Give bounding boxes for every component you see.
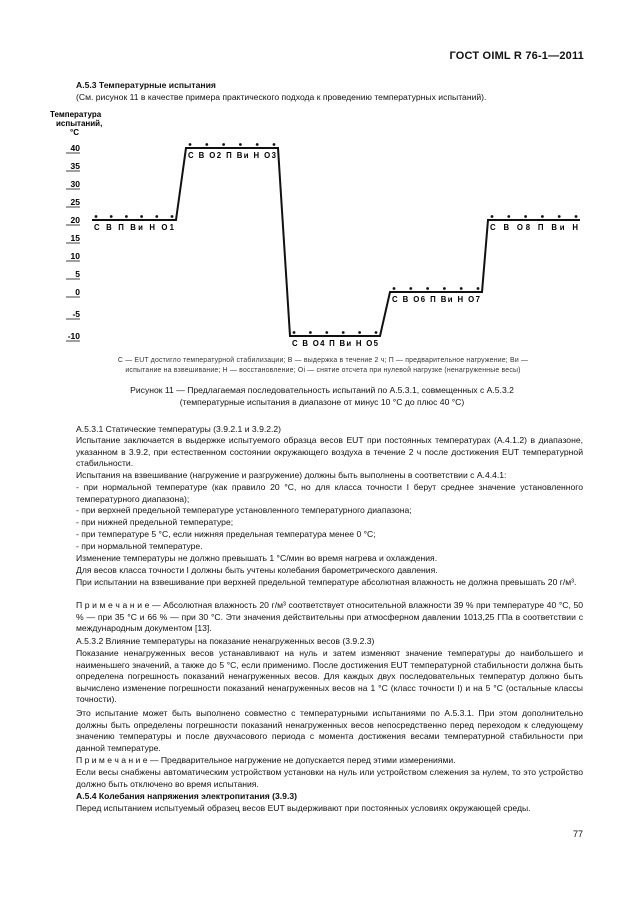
phase-label: С В О2 П Ви Н О3: [188, 151, 276, 160]
para-17: Если весы снабжены автоматическим устройством установки на нуль или устройством слежения за нулем, то это устройство должно быть отключено во время испытания.: [76, 767, 583, 789]
phase-marker-dot: [239, 143, 242, 146]
phase-marker-dot: [393, 287, 396, 290]
para-a532: А.5.3.2 Влияние температуры на показание ненагруженных весов (3.9.2.3): [76, 636, 375, 646]
phase-label: С В О8 П Ви Н: [490, 223, 578, 232]
document-header: ГОСТ OIML R 76-1—2011: [449, 50, 584, 62]
figure-legend-line2: испытание на взвешивание; Н — восстановление; Oi — снятие отсчета при нулевой нагрузке (ненагруженные весы): [125, 367, 521, 374]
y-tick-label: -5: [72, 309, 80, 319]
y-tick-label: 35: [70, 161, 80, 171]
intro-text: (См. рисунок 11 в качестве примера практического подхода к проведению температурных испытаний).: [76, 92, 487, 102]
para-3: Испытания на взвешивание (нагружение и разгружение) должны быть выполнены в соответствии с А.4.4.1:: [76, 470, 507, 480]
y-tick-label: 15: [70, 233, 80, 243]
phase-marker-dot: [325, 331, 328, 334]
para-11: При испытании на взвешивание при верхней предельной температуре абсолютная влажность не должна превышать 20 г/м³.: [76, 577, 577, 587]
y-tick-label: 30: [70, 179, 80, 189]
para-19: Перед испытанием испытуемый образец весов EUT выдерживают при постоянных условиях окружающей среды.: [76, 803, 531, 813]
phase-marker-dot: [443, 287, 446, 290]
phase-marker-dot: [189, 143, 192, 146]
temperature-series-line: [92, 148, 580, 336]
phase-label: С В О4 П Ви Н О5: [292, 339, 378, 348]
phase-marker-dot: [358, 331, 361, 334]
phase-marker-dot: [375, 331, 378, 334]
phase-marker-dot: [342, 331, 345, 334]
phase-marker-dot: [155, 215, 158, 218]
y-axis-label-2: испытаний,: [56, 119, 103, 128]
para-6: - при нижней предельной температуре;: [76, 517, 234, 527]
phase-marker-dot: [205, 143, 208, 146]
phase-marker-dot: [110, 215, 113, 218]
para-5: - при верхней предельной температуре установленного температурного диапазона;: [76, 505, 412, 515]
phase-marker-dot: [426, 287, 429, 290]
para-a531: А.5.3.1 Статические температуры (3.9.2.1 и 3.9.2.2): [76, 424, 282, 434]
phase-marker-dot: [491, 215, 494, 218]
y-tick-label: 40: [70, 143, 80, 153]
phase-marker-dot: [256, 143, 259, 146]
para-2: Испытание заключается в выдержке испытуемого образца весов EUT при постоянных температурах (А.4.1.2) в диапазоне, указанном в 3.9.2, при естественном состоянии окружающего воздуха в течение 2 ч после достижения EUT температурной стабильности.: [76, 435, 583, 469]
y-tick-label: 5: [75, 269, 80, 279]
phase-marker-dot: [575, 215, 578, 218]
note-2: П р и м е ч а н и е — Предварительное нагружение не допускается перед этими измерениями.: [76, 755, 456, 765]
phase-marker-dot: [140, 215, 143, 218]
section-title-a54: А.5.4 Колебания напряжения электропитания (3.9.3): [76, 791, 297, 801]
y-tick-label: -10: [67, 331, 80, 341]
para-7: - при температуре 5 °С, если нижняя предельная температура менее 0 °С;: [76, 529, 376, 539]
para-9: Изменение температуры не должно превышать 1 °С/мин во время нагрева и охлаждения.: [76, 553, 438, 563]
y-tick-label: 20: [70, 215, 80, 225]
phase-label: С В О6 П Ви Н О7: [392, 295, 480, 304]
section-title-a53: А.5.3 Температурные испытания: [76, 80, 216, 90]
y-tick-label: 10: [70, 251, 80, 261]
page-number: 77: [572, 829, 583, 839]
figure-caption-line2: (температурные испытания в диапазоне от минус 10 °С до плюс 40 °С): [179, 397, 465, 407]
figure-caption-line1: Рисунок 11 — Предлагаемая последовательность испытаний по А.5.3.1, совмещенных с А.5.3.2: [130, 385, 514, 395]
para-8: - при нормальной температуре.: [76, 541, 203, 551]
phase-marker-dot: [460, 287, 463, 290]
para-14: Показание ненагруженных весов устанавливают на нуль и затем изменяют значение температуры до наибольшего и наименьшего значений, а также до 5 °С, если применимо. После достижения EUT температурной стабильности должна быть определена погрешность показаний ненагруженных весов. Для каждых двух последовательных температур должно быть вычислено изменение погрешности показаний ненагруженных весов на 1 °С (класс точности I) и на 5 °С (остальные классы точности).: [76, 648, 583, 705]
phase-marker-dot: [171, 215, 174, 218]
phase-marker-dot: [293, 331, 296, 334]
phase-marker-dot: [273, 143, 276, 146]
para-10: Для весов класса точности I должны быть учтены колебания барометрического давления.: [76, 565, 438, 575]
y-tick-label: 25: [70, 197, 80, 207]
figure-legend-line1: С — EUT достигло температурной стабилизации; В — выдержка в течение 2 ч; П — предварительное нагружение; Ви —: [117, 357, 529, 364]
phase-marker-dot: [558, 215, 561, 218]
phase-marker-dot: [541, 215, 544, 218]
phase-marker-dot: [507, 215, 510, 218]
para-15: Это испытание может быть выполнено совместно с температурными испытаниями по А.5.3.1. При этом дополнительно должны быть определены погрешности показаний ненагруженных весов непосредственно перед переходом к следующему значению температуры и после двухчасового периода с момента достижения весами температурной стабильности при данной температуре.: [76, 708, 583, 753]
y-tick-label: 0: [75, 287, 80, 297]
phase-label: С В П Ви Н О1: [94, 223, 174, 232]
note-1: П р и м е ч а н и е — Абсолютная влажность 20 г/м³ соответствует относительной влажности 39 % при температуре 40 °С, 50 % — при 35 °С и 66 % — при 30 °С. Эти значения действительны при атмосферном давлении 1013,25 ГПа в соответствии с международным документом [13].: [76, 600, 583, 634]
y-axis-label-3: °С: [70, 128, 79, 137]
para-4: - при нормальной температуре (как правило 20 °С, но для класса точности I берут среднее значение установленного температурного диапазона);: [76, 482, 583, 504]
phase-marker-dot: [309, 331, 312, 334]
phase-marker-dot: [409, 287, 412, 290]
temperature-chart: [0, 108, 630, 358]
y-axis-label: Температура: [50, 110, 102, 119]
phase-marker-dot: [524, 215, 527, 218]
phase-marker-dot: [95, 215, 98, 218]
phase-marker-dot: [477, 287, 480, 290]
phase-marker-dot: [222, 143, 225, 146]
phase-marker-dot: [125, 215, 128, 218]
